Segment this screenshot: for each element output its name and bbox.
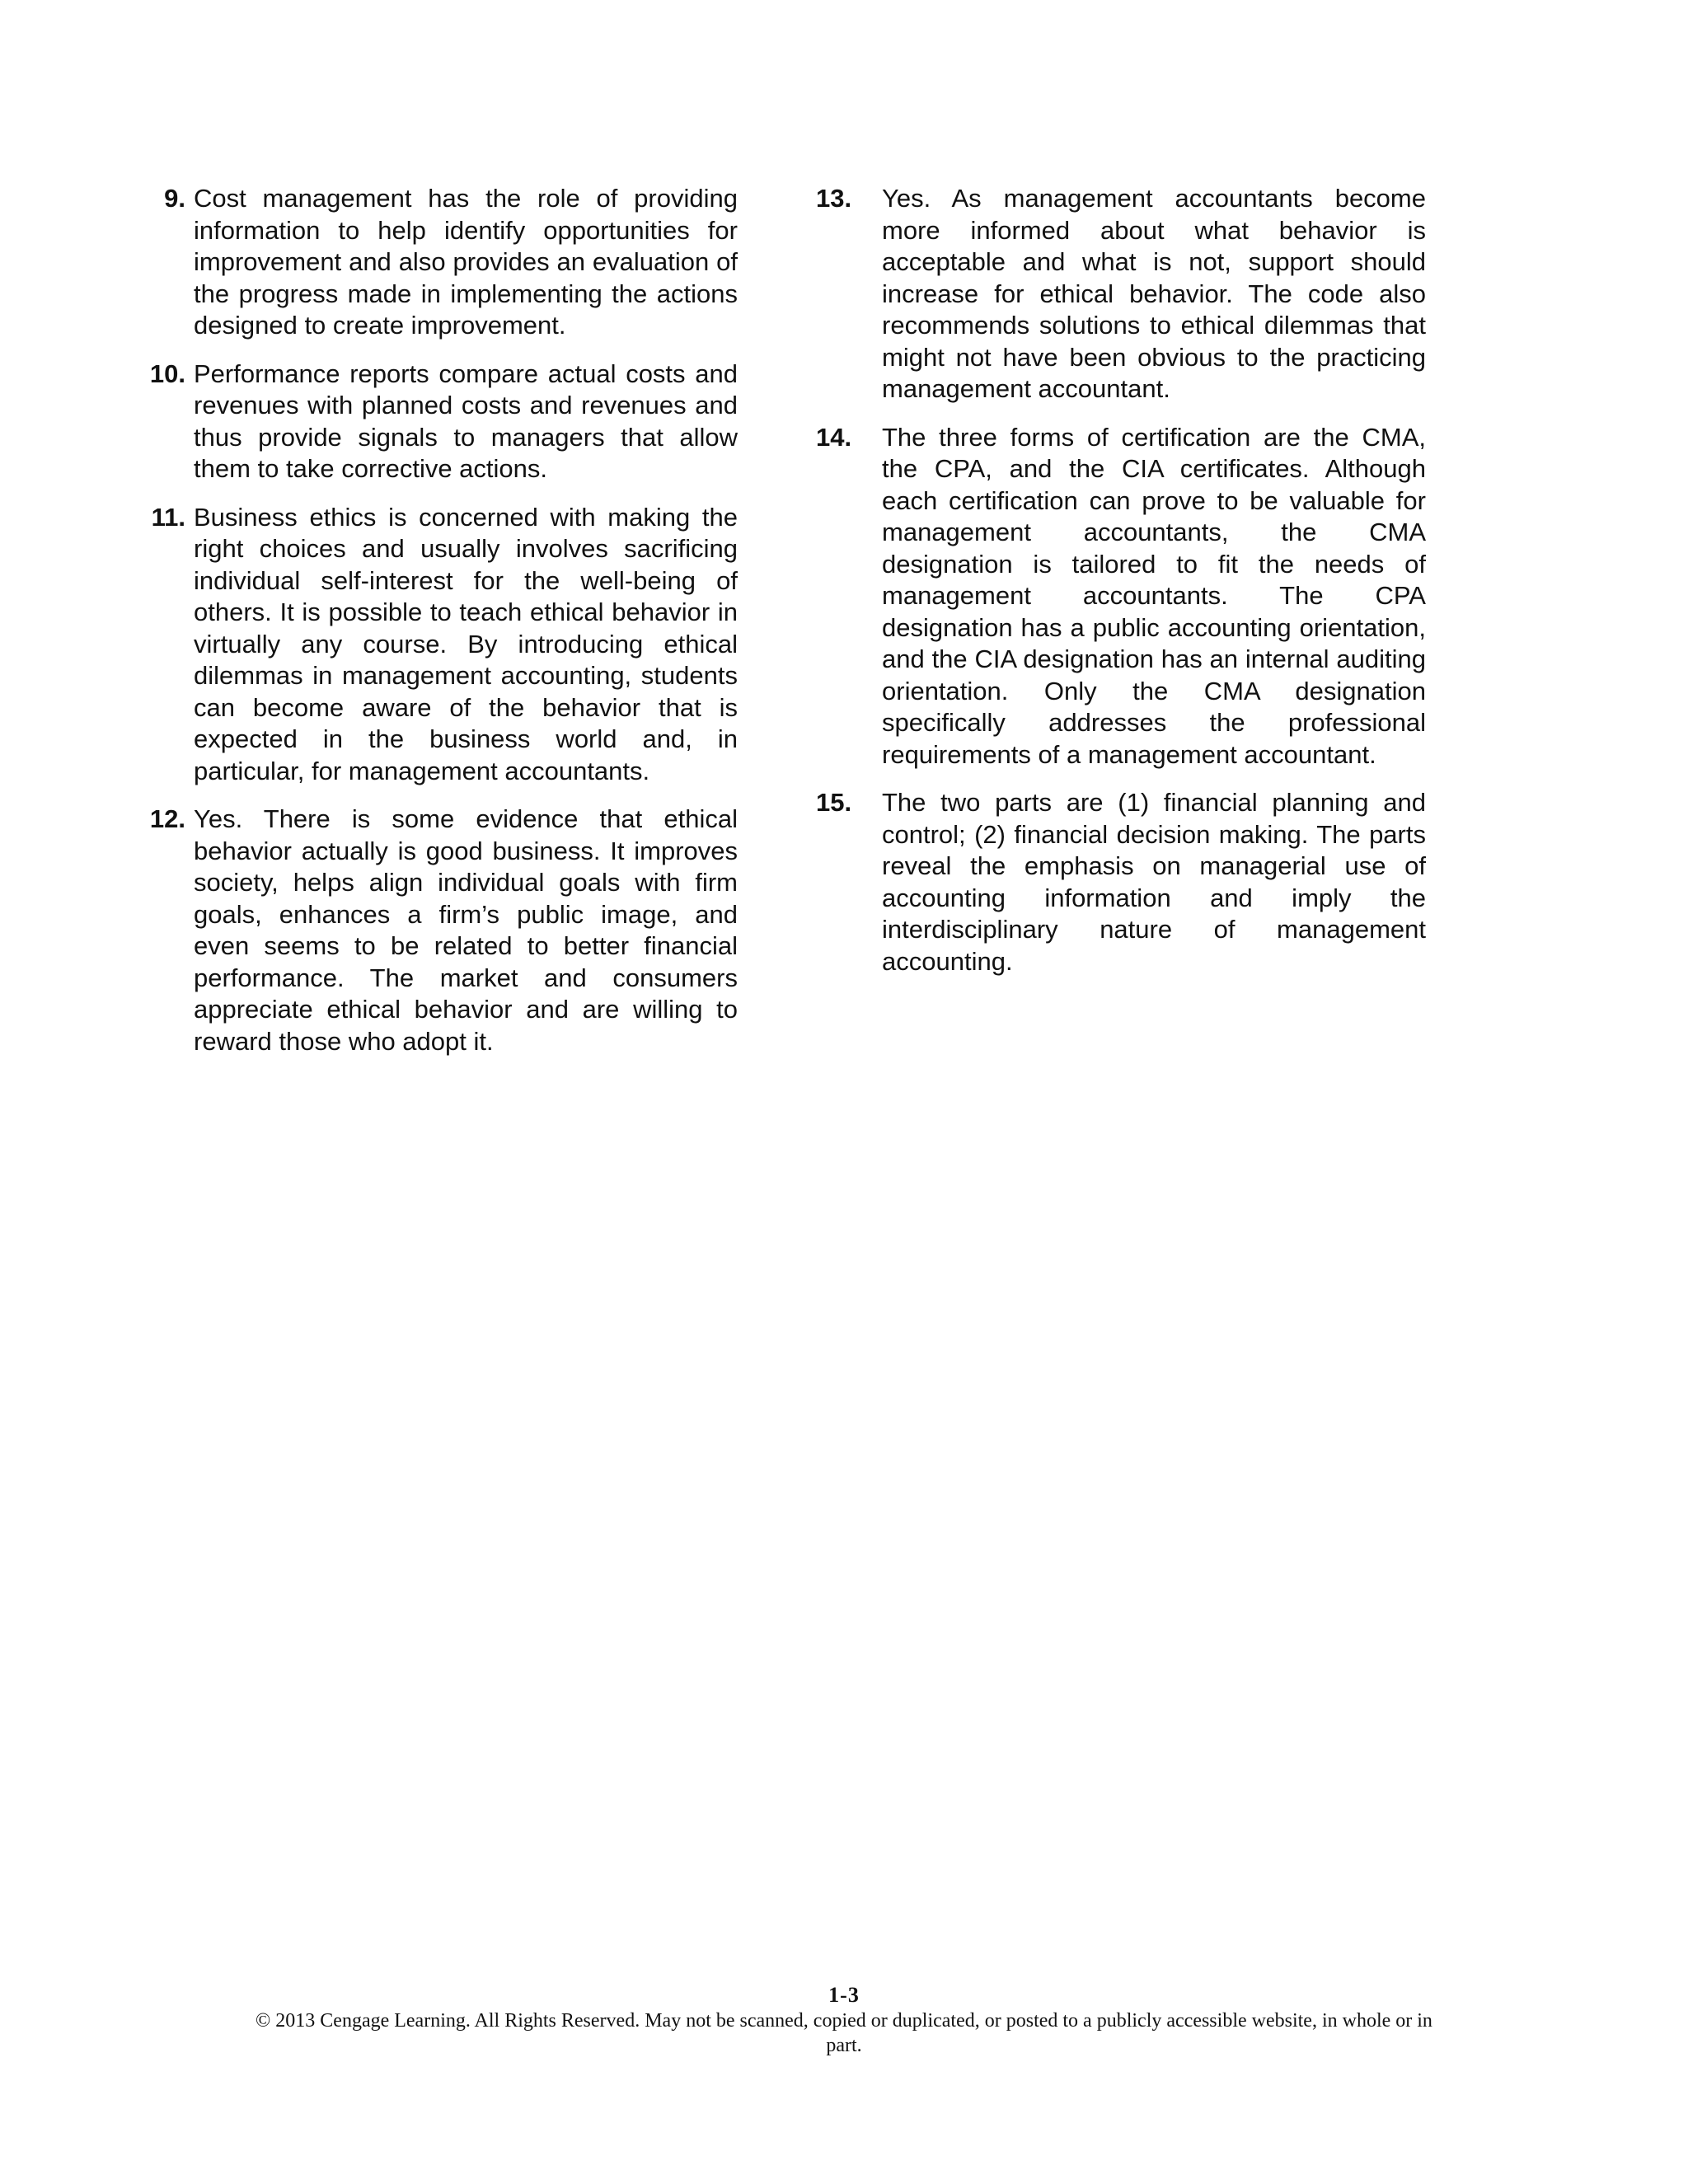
item-number: 12.: [149, 804, 185, 833]
item-text: The two parts are (1) financial planning and control; (2) financial decision making. The parts reveal the emphasis on managerial use of accounting information and imply the interdisciplinary nature of management accounting.: [882, 788, 1426, 976]
item-text: Business ethics is concerned with making the right choices and usually involves sacrificing individual self-interest for the well-being of others. It is possible to teach ethical behavior in virtually any course. By introducing ethical dilemmas in management accounting, students can become aware of the behavior that is expected in the business world and, in particular, for management accountants.: [194, 502, 738, 785]
left-column: [128, 183, 738, 1074]
item-number: 15.: [816, 788, 852, 817]
item-number: 11.: [151, 502, 185, 532]
answer-item-15: [816, 787, 1426, 977]
answer-item-13: [816, 183, 1426, 405]
answer-item-11: [128, 502, 738, 788]
answer-item-9: [128, 183, 738, 342]
answer-item-10: [128, 359, 738, 485]
copyright-notice: © 2013 Cengage Learning. All Rights Reserved. May not be scanned, copied or duplicated, or posted to a publicly accessible website, in whole or in part.: [256, 2010, 1432, 2056]
item-text: Yes. There is some evidence that ethical behavior actually is good business. It improves society, helps align individual goals with firm goals, enhances a firm’s public image, and even seems to be related to better financial performance. The market and consumers appreciate ethical behavior and are willing to reward those who adopt it.: [194, 804, 738, 1056]
item-text: Performance reports compare actual costs and revenues with planned costs and revenues and thus provide signals to managers that allow them to take corrective actions.: [194, 359, 738, 483]
item-number: 14.: [816, 422, 852, 452]
item-text: The three forms of certification are the CMA, the CPA, and the CIA certificates. Although each certification can prove to be valuable for management accountants, the CMA designation is tailored to fit the needs of management accountants. The CPA designation has a public accounting orientation, and the CIA designation has an internal auditing orientation. Only the CMA designation specifically addresses the professional requirements of a management accountant.: [882, 422, 1426, 769]
right-column: [816, 183, 1426, 994]
item-number: 9.: [164, 184, 185, 213]
page-footer: [0, 1982, 1688, 2058]
answer-item-12: [128, 804, 738, 1057]
item-number: 10.: [149, 359, 185, 388]
item-text: Yes. As management accountants become more informed about what behavior is acceptable and what is not, support should increase for ethical behavior. The code also recommends solutions to ethical dilemmas that might not have been obvious to the practicing management accountant.: [882, 184, 1426, 403]
item-number: 13.: [816, 184, 852, 213]
answer-item-14: [816, 422, 1426, 771]
page-number: 1-3: [828, 1983, 860, 2007]
item-text: Cost management has the role of providing information to help identify opportunities for improvement and also provides an evaluation of the progress made in implementing the actions designed to create improvement.: [194, 184, 738, 340]
